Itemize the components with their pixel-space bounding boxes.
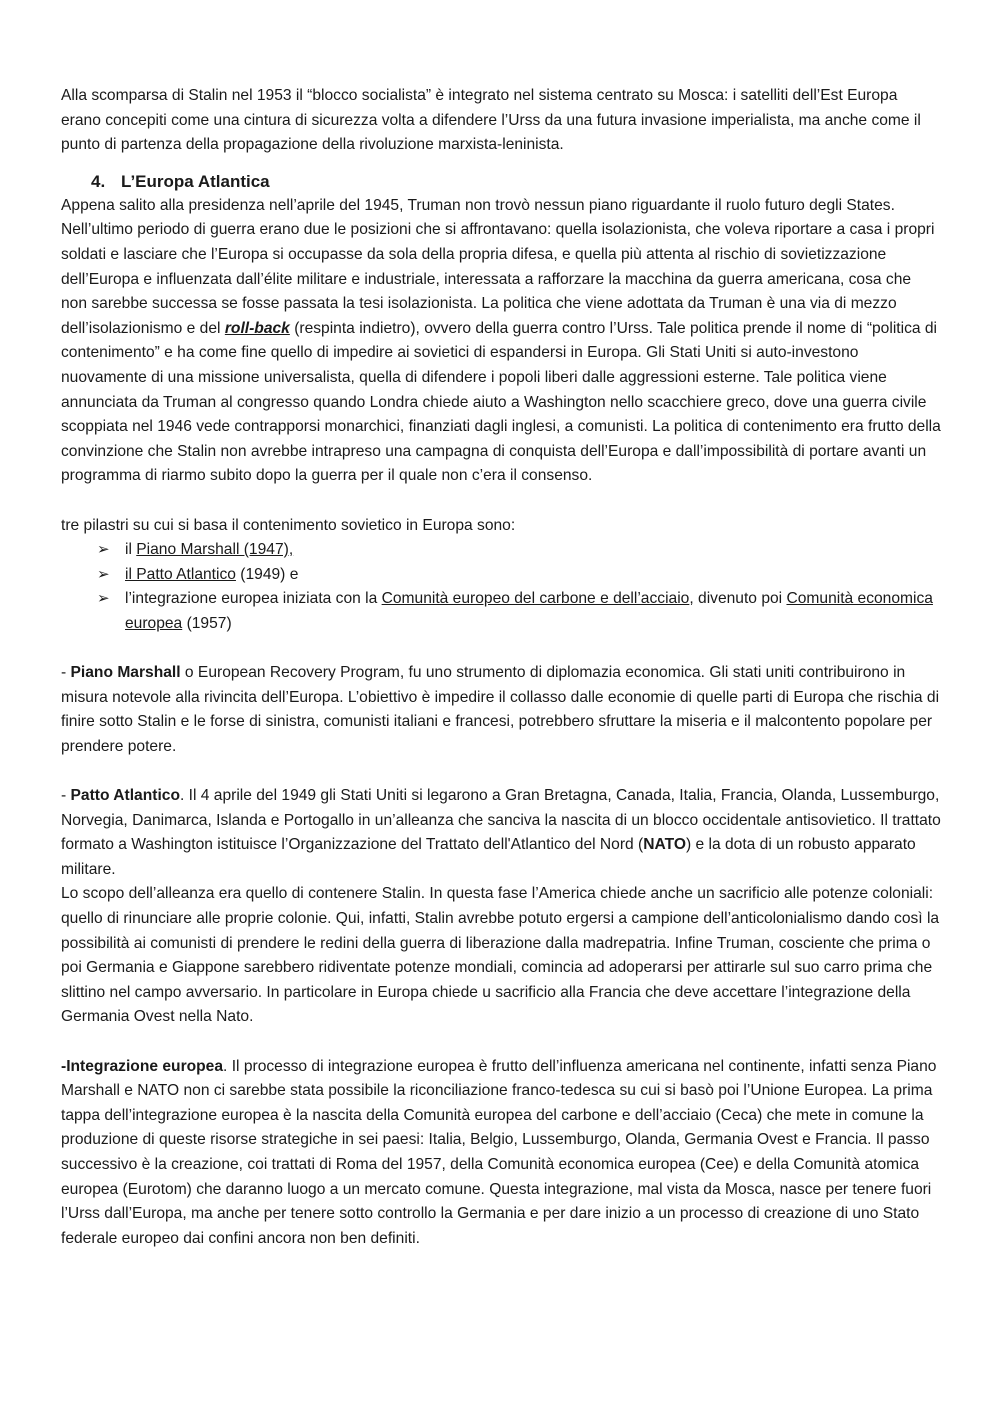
item-text: (1949) e — [235, 565, 299, 583]
marshall-title: Piano Marshall — [70, 664, 181, 682]
integrazione-title: -Integrazione europea — [61, 1057, 224, 1075]
truman-paragraph — [61, 194, 941, 489]
arrow-bullet-icon: ➢ — [97, 565, 110, 583]
section-heading — [61, 170, 941, 194]
document-page — [61, 84, 941, 1251]
list-item — [97, 538, 941, 563]
patto-paragraph — [61, 784, 941, 882]
marshall-paragraph — [61, 661, 941, 759]
item-text: il — [125, 541, 137, 559]
rollback-term: roll-back — [224, 319, 290, 337]
truman-text-2: (respinta indietro), ovvero della guerra contro l’Urss. Tale politica prende il nome di “politica di contenimento” e ha come fine quello di impedire ai sovietici di espandersi in Europa. Gli Stati Uniti si auto-investono nuovamente di una missione universalista, quella di difendere i popoli liberi dalle aggressioni esterne. Tale politica viene annunciata da Truman al congresso quando Londra chiede aiuto a Washington nello scacchiere greco, dove una guerra civile scoppiata nel 1946 vede contrapporsi monarchici, finanziati dagli inglesi, a comunisti. La politica di contenimento era frutto della convinzione che Stalin non avrebbe intrapreso una campagna di conquista dell’Europa e dall’impossibilità di portare avanti un programma di riarmo subito dopo la guerra per il quale non c’era il consenso. — [61, 319, 941, 485]
truman-text-1: Appena salito alla presidenza nell’aprile del 1945, Truman non trovò nessun piano riguardante il ruolo futuro degli States. Nell’ultimo periodo di guerra erano due le posizioni che si affrontavano: quella isolazionista, che voleva riportare a casa i propri soldati e lasciare che l’Europa si occupasse da sola della propria difesa, e quella più attenta al rischio di sovietizzazione dell’Europa e influenzata dall’élite militare e industriale, interessata a rafforzare la macchina da guerra americana, cosa che non sarebbe successa se fosse passata la tesi isolazionista. La politica che viene adottata da Truman è una via di mezzo dell’isolazionismo e del — [61, 196, 935, 337]
integrazione-paragraph — [61, 1055, 941, 1252]
item-text: (1957) — [182, 614, 232, 632]
patto-paragraph-2: Lo scopo dell’alleanza era quello di contenere Stalin. In questa fase l’America chiede anche un sacrificio alle potenze coloniali: quello di rinunciare alle proprie colonie. Qui, infatti, Stalin avrebbe potuto ergersi a campione dell’anticolonialismo dando così la possibilità ai comunisti di prendere le redini della guerra di liberazione dalla madrepatria. Infine Truman, cosciente che prima o poi Germania e Giappone sarebbero ridiventate potenze mondiali, comincia ad adoperarsi per attirarle sul suo carro prima che slittino nel campo avversario. In particolare in Europa chiede u sacrificio alla Francia che deve accettare l’integrazione della Germania Ovest nella Nato. — [61, 885, 940, 1026]
patto-text-2: ) e la dota di un robusto apparato militare. — [61, 836, 916, 878]
patto-title: Patto Atlantico — [70, 787, 180, 805]
arrow-bullet-icon: ➢ — [97, 541, 110, 559]
list-item — [97, 587, 941, 636]
piano-marshall-link: Piano Marshall (1947), — [136, 541, 294, 559]
patto-atlantico-link: il Patto Atlantico — [125, 565, 236, 583]
arrow-bullet-icon: ➢ — [97, 590, 110, 608]
cee-link: Comunità economica europea — [125, 590, 933, 632]
section-number: 4. — [91, 171, 106, 191]
marshall-text: o European Recovery Program, fu uno strumento di diplomazia economica. Gli stati uniti contribuirono in misura notevole alla rivincita dell’Europa. L’obiettivo è impedire il collasso dalle economie di quelle parti di Europa che rischia di finire sotto Stalin e le forse di sinistra, comunisti italiani e francesi, potrebbero sfruttare la miseria e il malcontento popolare per prendere potere. — [61, 664, 940, 755]
dash: - — [61, 664, 71, 682]
integrazione-text: . Il processo di integrazione europea è frutto dell’influenza americana nel continente, infatti senza Piano Marshall e NATO non ci sarebbe stata possibile la riconciliazione franco-tedesca su cui si basò poi l’Unione Europea. La prima tappa dell’integrazione europea è la nascita della Comunità europea del carbone e dell’acciaio (Ceca) che mete in comune la produzione di queste risorse strategiche in sei paesi: Italia, Belgio, Lussemburgo, Olanda, Germania Ovest e Francia. Il passo successivo è la creazione, coi trattati di Roma del 1957, della Comunità economica europea (Cee) e della Comunità atomica europea (Eurotom) che daranno luogo a un mercato comune. Questa integrazione, mal vista da Mosca, nasce per tenere fuori l’Urss dall’Europa, ma anche per tenere sotto controllo la Germania e per dare inizio a un processo di creazione di uno Stato federale europeo dai confini ancora non ben definiti. — [61, 1057, 937, 1247]
pillars-lead: tre pilastri su cui si basa il contenimento sovietico in Europa sono: — [61, 516, 516, 534]
dash: - — [61, 787, 71, 805]
intro-paragraph: Alla scomparsa di Stalin nel 1953 il “blocco socialista” è integrato nel sistema centrato su Mosca: i satelliti dell’Est Europa erano concepiti come una cintura di sicurezza volta a difendere l’Urss da una futura invasione imperialista, ma anche come il punto di partenza della propagazione della rivoluzione marxista-leninista. — [61, 87, 921, 154]
patto-text-1: . Il 4 aprile del 1949 gli Stati Uniti si legarono a Gran Bretagna, Canada, Italia, Francia, Olanda, Lussemburgo, Norvegia, Danimarca, Islanda e Portogallo in un’alleanza che sanciva la nascita di un blocco occidentale antisovietico. Il trattato formato a Washington istituisce l’Organizzazione del Trattato dell'Atlantico del Nord ( — [61, 787, 941, 854]
section-title: L’Europa Atlantica — [121, 171, 270, 191]
nato-term: NATO — [643, 836, 686, 854]
list-item — [97, 563, 941, 588]
ceca-link: Comunità europeo del carbone e dell’acciaio — [381, 590, 690, 608]
item-text: , divenuto poi — [689, 590, 787, 608]
item-text: l’integrazione europea iniziata con la — [125, 590, 382, 608]
pillars-list — [61, 538, 941, 636]
